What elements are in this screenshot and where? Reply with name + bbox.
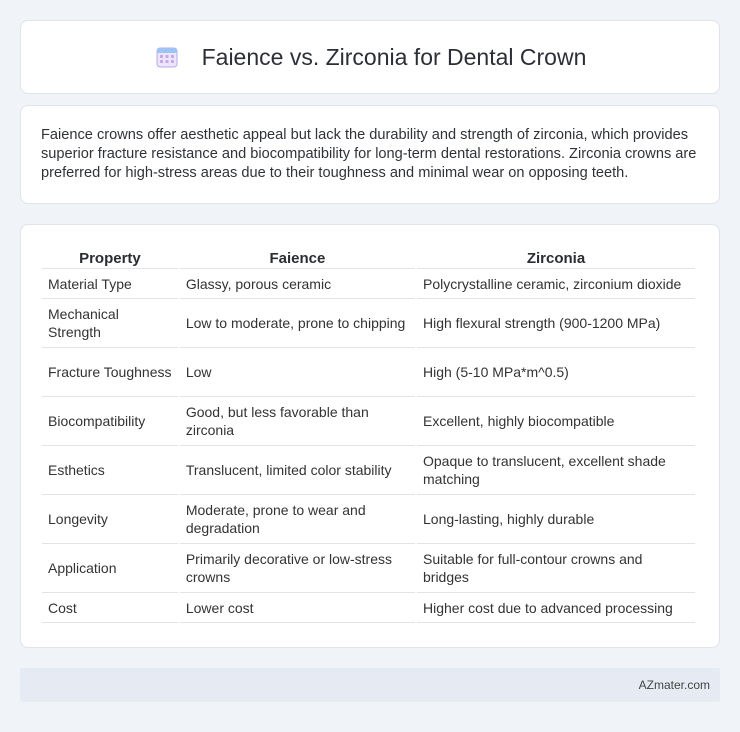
zirconia-cell: Excellent, highly biocompatible xyxy=(417,397,695,446)
faience-cell: Translucent, limited color stability xyxy=(180,446,415,495)
footer-site-link[interactable]: AZmater.com xyxy=(638,678,710,692)
comparison-table xyxy=(40,247,697,623)
table-header-row xyxy=(42,247,695,269)
table-row xyxy=(42,299,695,348)
table-row xyxy=(42,269,695,299)
faience-cell: Moderate, prone to wear and degradation xyxy=(180,495,415,544)
zirconia-cell: Suitable for full-contour crowns and bridges xyxy=(417,544,695,593)
calendar-icon xyxy=(154,44,180,70)
property-cell: Fracture Toughness xyxy=(42,348,178,397)
table-row xyxy=(42,495,695,544)
header-zirconia: Zirconia xyxy=(417,247,695,269)
faience-cell: Glassy, porous ceramic xyxy=(180,269,415,299)
property-cell: Cost xyxy=(42,593,178,623)
header-property: Property xyxy=(42,247,178,269)
property-cell: Application xyxy=(42,544,178,593)
table-row xyxy=(42,544,695,593)
property-cell: Mechanical Strength xyxy=(42,299,178,348)
zirconia-cell: Opaque to translucent, excellent shade matching xyxy=(417,446,695,495)
zirconia-cell: High (5-10 MPa*m^0.5) xyxy=(417,348,695,397)
faience-cell: Low xyxy=(180,348,415,397)
property-cell: Longevity xyxy=(42,495,178,544)
faience-cell: Lower cost xyxy=(180,593,415,623)
page-title: Faience vs. Zirconia for Dental Crown xyxy=(201,43,587,70)
table-row xyxy=(42,593,695,623)
summary-text: Faience crowns offer aesthetic appeal but lack the durability and strength of zirconia, which provides superior fracture resistance and biocompatibility for long-term dental restorations. Zirconia crowns are preferred for high-stress areas due to their toughness and minimal wear on opposing teeth. xyxy=(41,127,697,181)
zirconia-cell: High flexural strength (900-1200 MPa) xyxy=(417,299,695,348)
table-row xyxy=(42,446,695,495)
faience-cell: Primarily decorative or low-stress crowns xyxy=(180,544,415,593)
faience-cell: Good, but less favorable than zirconia xyxy=(180,397,415,446)
table-row xyxy=(42,348,695,397)
summary-card xyxy=(20,105,720,204)
title-card xyxy=(20,20,720,94)
property-cell: Esthetics xyxy=(42,446,178,495)
header-faience: Faience xyxy=(180,247,415,269)
footer xyxy=(20,668,720,702)
zirconia-cell: Higher cost due to advanced processing xyxy=(417,593,695,623)
property-cell: Material Type xyxy=(42,269,178,299)
faience-cell: Low to moderate, prone to chipping xyxy=(180,299,415,348)
table-row xyxy=(42,397,695,446)
zirconia-cell: Long-lasting, highly durable xyxy=(417,495,695,544)
property-cell: Biocompatibility xyxy=(42,397,178,446)
comparison-table-card xyxy=(20,224,720,648)
zirconia-cell: Polycrystalline ceramic, zirconium dioxide xyxy=(417,269,695,299)
